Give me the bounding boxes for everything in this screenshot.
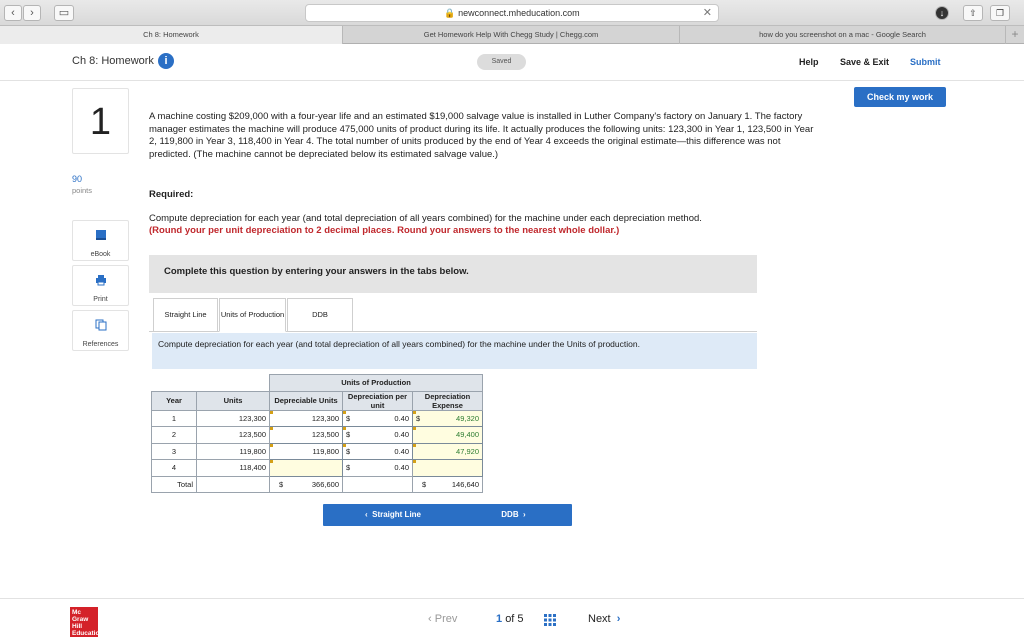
currency-symbol: $: [346, 413, 351, 423]
current-page: 1: [496, 613, 503, 625]
units-cell: 123,300: [197, 410, 270, 427]
tab-ddb[interactable]: [287, 298, 353, 332]
browser-tab-homework[interactable]: [0, 26, 343, 44]
page-title: Ch 8: Homework: [72, 55, 154, 67]
total-expense: [413, 476, 483, 493]
per-unit-cell: [343, 460, 413, 477]
browser-toolbar: [0, 0, 1024, 26]
next-tab-label: DDB: [501, 510, 519, 519]
per-unit-input[interactable]: [343, 443, 413, 460]
per-unit-input[interactable]: [343, 410, 413, 427]
book-icon: [95, 229, 107, 241]
points-value: 90: [72, 174, 83, 184]
tab-straight-line[interactable]: [153, 298, 218, 332]
sidebar-icon[interactable]: ▭: [54, 5, 74, 21]
col-header-dep-expense: Depreciation Expense: [413, 391, 483, 410]
col-header-depreciable-units: Depreciable Units: [270, 391, 343, 410]
references-label: References: [82, 341, 119, 348]
total-row: [152, 476, 483, 493]
lock-icon: 🔒: [444, 8, 456, 18]
units-cell: 123,500: [197, 427, 270, 444]
currency-symbol: $: [416, 413, 421, 423]
year-cell: 2: [152, 427, 197, 444]
currency-symbol: $: [346, 446, 351, 456]
grid-icon[interactable]: [544, 614, 556, 626]
tabs-overview-icon[interactable]: ❐: [990, 5, 1010, 21]
per-unit-value: 0.40: [394, 430, 409, 440]
expense-input[interactable]: 47,920: [413, 443, 483, 460]
points-display: [72, 174, 92, 196]
required-heading: Required:: [149, 189, 194, 200]
question-number: 1: [72, 88, 129, 154]
help-link[interactable]: Help: [799, 57, 819, 67]
depreciable-units-input[interactable]: 123,500: [270, 427, 343, 444]
tab-description: Compute depreciation for each year (and total depreciation of all years combined) for the machine under the Units of production.: [158, 339, 640, 349]
col-header-year: Year: [152, 391, 197, 410]
tab-label: Units of Production: [220, 310, 285, 319]
per-unit-value: 0.40: [394, 446, 409, 456]
instruction-box: [149, 255, 757, 293]
next-tab-button[interactable]: [455, 504, 572, 526]
print-label: Print: [93, 296, 108, 303]
save-exit-button[interactable]: Save & Exit: [840, 57, 890, 67]
back-icon[interactable]: ‹: [4, 5, 22, 21]
info-icon[interactable]: i: [158, 53, 174, 69]
tab-label: Straight Line: [164, 310, 207, 319]
chevron-left-icon: ‹: [365, 510, 373, 519]
year-cell: 3: [152, 443, 197, 460]
total-per-unit-blank: [343, 476, 413, 493]
table-row: [152, 410, 483, 427]
ebook-label: eBook: [90, 251, 111, 258]
saved-status-badge: Saved: [477, 54, 526, 70]
download-icon[interactable]: ↓: [935, 6, 949, 20]
chevron-right-icon: ›: [613, 613, 621, 625]
expense-input[interactable]: 49,400: [413, 427, 483, 444]
references-icon: [95, 319, 107, 331]
per-unit-input[interactable]: [343, 427, 413, 444]
compute-instruction: [149, 213, 821, 238]
instruction-text: Complete this question by entering your answers in the tabs below.: [164, 266, 469, 277]
total-expense-value: 146,640: [451, 479, 479, 489]
table-row: [152, 443, 483, 460]
col-header-units: Units: [197, 391, 270, 410]
total-depreciable-units: [270, 476, 343, 493]
currency-symbol: $: [422, 479, 427, 489]
units-of-production-table: [151, 374, 483, 493]
references-button[interactable]: [72, 310, 129, 351]
currency-symbol: $: [279, 479, 284, 489]
prev-tab-label: Straight Line: [372, 510, 421, 519]
expense-input[interactable]: [413, 460, 483, 477]
table-row: [152, 427, 483, 444]
tab-label: Ch 8: Homework: [143, 30, 199, 39]
blank-cell: [197, 375, 270, 392]
print-button[interactable]: [72, 265, 129, 306]
url-text: newconnect.mheducation.com: [458, 8, 580, 18]
submit-button[interactable]: Submit: [910, 57, 941, 67]
year-cell: 4: [152, 460, 197, 477]
year-cell: 1: [152, 410, 197, 427]
browser-tabstrip: [0, 26, 1024, 44]
points-label: points: [72, 186, 93, 195]
currency-symbol: $: [346, 463, 351, 473]
table-group-header: Units of Production: [270, 375, 483, 392]
depreciable-units-input[interactable]: 123,300: [270, 410, 343, 427]
next-page-button[interactable]: [588, 613, 620, 625]
currency-symbol: $: [346, 430, 351, 440]
depreciable-units-input[interactable]: 119,800: [270, 443, 343, 460]
page-total: of 5: [505, 613, 524, 625]
total-label: Total: [152, 476, 197, 493]
check-my-work-button[interactable]: Check my work: [854, 87, 946, 107]
next-label: Next: [588, 613, 611, 625]
per-unit-value: 0.40: [394, 413, 409, 423]
browser-tab-google[interactable]: [680, 26, 1006, 44]
prev-page-button[interactable]: [428, 613, 457, 625]
tab-label: how do you screenshot on a mac - Google Search: [759, 30, 926, 39]
address-bar[interactable]: [305, 4, 719, 22]
units-cell: 119,800: [197, 443, 270, 460]
rounding-note: (Round your per unit depreciation to 2 decimal places. Round your answers to the nearest whole dollar.): [149, 225, 620, 237]
tab-description-box: [152, 333, 757, 369]
new-tab-icon[interactable]: +: [1011, 27, 1019, 41]
blank-cell: [152, 375, 197, 392]
per-unit-value: 0.40: [394, 463, 409, 473]
table-row: [152, 460, 483, 477]
printer-icon: [95, 274, 107, 286]
expense-value: 49,320: [456, 413, 479, 423]
compute-text: Compute depreciation for each year (and total depreciation of all years combined) for the machine under each depreciation method.: [149, 213, 702, 224]
page-indicator: [496, 613, 524, 625]
tab-label: DDB: [312, 310, 328, 319]
problem-text: A machine costing $209,000 with a four-year life and an estimated $19,000 salvage value is installed in Luther Company's factory on January 1. The factory manager estimates the machine will produce 475,000 units of product during its life. It actually produces the following units: 123,300 in Year 1, 123,500 in Year 2, 119,800 in Year 3, 118,400 in Year 4. The total number of units produced by the end of Year 4 exceeds the original estimate—this difference was not predicted. (The machine cannot be depreciated below its estimated salvage value.): [149, 111, 814, 161]
mcgraw-hill-logo: Mc Graw Hill Education: [72, 609, 104, 637]
browser-tab-chegg[interactable]: [343, 26, 680, 44]
units-cell: 118,400: [197, 460, 270, 477]
col-header-dep-per-unit: Depreciation per unit: [343, 391, 413, 410]
close-icon[interactable]: ✕: [702, 7, 712, 19]
app-header: [0, 45, 1024, 81]
ebook-button[interactable]: [72, 220, 129, 261]
total-units-value: 366,600: [311, 479, 339, 489]
chevron-right-icon: ›: [518, 510, 526, 519]
total-units-blank: [197, 476, 270, 493]
depreciable-units-input[interactable]: [270, 460, 343, 477]
tab-label: Get Homework Help With Chegg Study | Chegg.com: [423, 30, 599, 39]
share-icon[interactable]: ⇧: [963, 5, 983, 21]
footer: [0, 598, 1024, 640]
prev-tab-button[interactable]: [323, 504, 463, 526]
prev-label: Prev: [434, 613, 458, 625]
tab-units-of-production[interactable]: [219, 298, 286, 332]
expense-input[interactable]: [413, 410, 483, 427]
forward-icon[interactable]: ›: [23, 5, 41, 21]
chevron-left-icon: ‹: [428, 613, 432, 625]
